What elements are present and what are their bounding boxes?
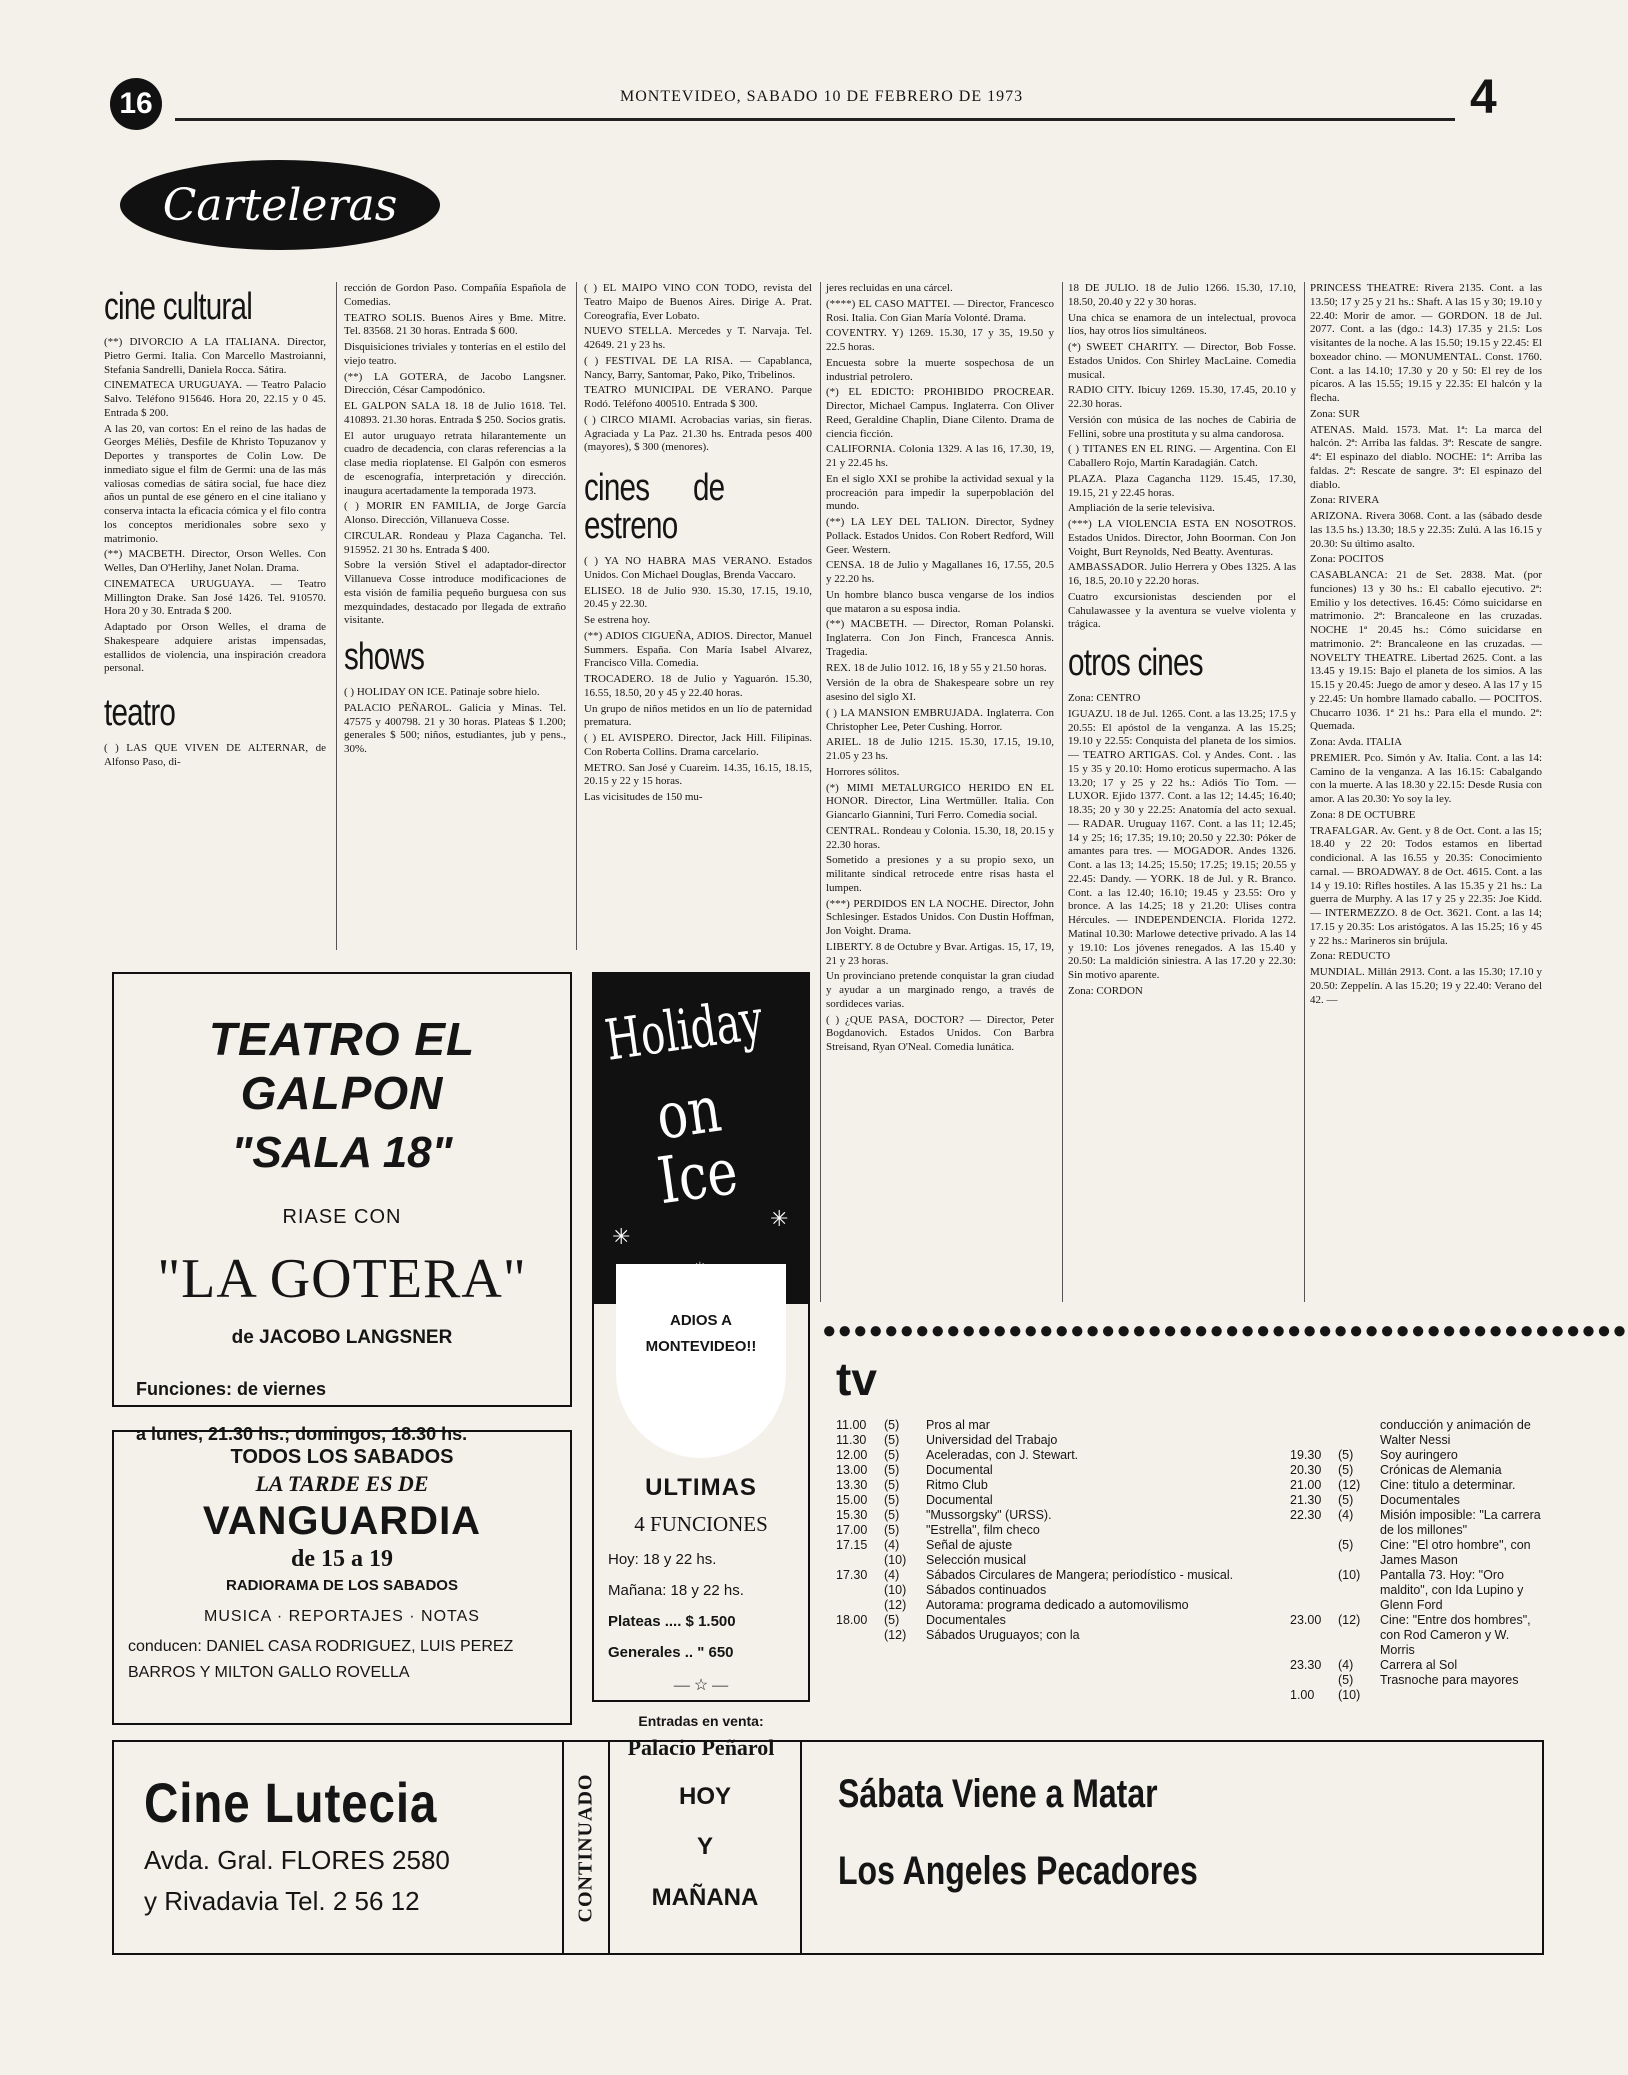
heading-tv: tv (836, 1353, 877, 1405)
tv-time: 23.00 (1290, 1613, 1322, 1627)
column-rule (820, 282, 821, 1302)
listing-paragraph: Las vicisitudes de 150 mu- (584, 791, 703, 803)
tv-program: Documental (926, 1493, 993, 1507)
tv-time (1290, 1568, 1338, 1613)
otros-cines-more-listings (1310, 282, 1542, 1007)
listing-paragraph: CENTRAL. Rondeau y Colonia. 15.30, 18, 20.15 y 22.30 horas. (826, 824, 1054, 851)
listing-paragraph: REX. 18 de Julio 1012. 16, 18 y 55 y 21.50 horas. (826, 661, 1047, 674)
ad-vang-content: MUSICA · REPORTAJES · NOTAS (204, 1608, 480, 1625)
tv-program-row (836, 1448, 1276, 1463)
column-estreno-cont (826, 282, 1054, 1302)
tv-channel: (5) (884, 1493, 900, 1507)
tv-time: 19.30 (1290, 1448, 1322, 1462)
tv-program-row (836, 1553, 1276, 1568)
tv-time: 11.30 (836, 1433, 867, 1447)
ad-lutecia-name: Cine Lutecia (144, 1771, 438, 1834)
tv-program: Documentales (926, 1613, 1006, 1627)
listing-paragraph: rección de Gordon Paso. Compañía Española de Comedias. (344, 282, 566, 308)
tv-program (1380, 1688, 1544, 1703)
tv-time: 18.00 (836, 1613, 868, 1627)
listing-paragraph: Disquisiciones triviales y tonterías en el estilo del viejo teatro. (344, 341, 566, 367)
listing-paragraph: EL GALPON SALA 18. 18 de Julio 1618. Tel. 410893. 21.30 horas. Entrada $ 250. Socios gratis. (344, 400, 566, 426)
listing-paragraph: (*) MIMI METALURGICO HERIDO EN EL HONOR. Director, Lina Wertmüller. Italia. Con Giancarlo Giannini, Turi Ferro. Comedia social. (826, 781, 1054, 821)
tv-program-row (1290, 1493, 1544, 1508)
tv-channel: (5) (884, 1433, 900, 1447)
tv-program-row (836, 1538, 1276, 1553)
tv-program: Pantalla 73. Hoy: "Oro maldito", con Ida Lupino y Glenn Ford (1380, 1568, 1524, 1612)
column-rule (1062, 282, 1063, 1302)
listing-paragraph: Un hombre blanco busca vengarse de los indios que mataron a su esposa india. (826, 588, 1054, 615)
listing-paragraph: AMBASSADOR. Julio Herrera y Obes 1325. A las 16, 18.5, 20.10 y 22.20 horas. (1068, 561, 1296, 587)
listing-paragraph: A las 20, van cortos: En el reino de las hadas de Georges Méliès, Desfile de Khristo Topuzanov y Deportes y transportes de Colin Low. De inmediato sigue el film de Germi: una de las más valiosas comedias de sátira social, fue hace diez años un puntal de ese género en el cine italiano y conserva intacta la eficacia cómica y el filo contra los conceptos meridionales sobre sexo y matrimonio. (104, 422, 326, 545)
ad-lutecia-continuado (562, 1742, 610, 1953)
listing-paragraph: LIBERTY. 8 de Octubre y Bvar. Artigas. 15, 17, 19, 21 y 23 horas. (826, 940, 1054, 967)
listing-paragraph: Zona: Avda. ITALIA (1310, 736, 1403, 748)
listing-paragraph: Zona: CORDON (1068, 984, 1143, 997)
tv-program-row (1290, 1568, 1544, 1613)
listing-paragraph: ( ) EL AVISPERO. Director, Jack Hill. Filipinas. Con Roberta Collins. Drama carcelario. (584, 732, 812, 758)
continuado-label: CONTINUADO (574, 1773, 597, 1922)
tv-program-row (836, 1493, 1276, 1508)
ad-teatro-el-galpon (112, 972, 572, 1444)
tv-channel (1338, 1418, 1380, 1448)
tv-channel: (5) (1338, 1673, 1354, 1687)
tv-dot-rule: ●●●●●●●●●●●●●●●●●●●●●●●●●●●●●●●●●●●●●●●●●●●●●●●●●●●● (822, 1318, 1628, 1344)
listing-paragraph: Sobre la versión Stivel el adaptador-director Villanueva Cosse introduce modificaciones de esta visión de familia pequeño burguesa con sus mezquindades, destacado por llegada de extraño visitante. (344, 559, 566, 627)
tv-time (836, 1628, 884, 1643)
tv-program: Señal de ajuste (926, 1538, 1013, 1552)
tv-program: Ritmo Club (926, 1478, 988, 1492)
tv-program-row (836, 1478, 1276, 1493)
heading-cines-de-estreno: cines de estreno (584, 467, 725, 547)
ad-vang-hosts: conducen: DANIEL CASA RODRIGUEZ, LUIS PEREZ BARROS Y MILTON GALLO ROVELLA (128, 1638, 514, 1681)
ad-cine-lutecia (112, 1740, 1544, 1955)
listing-paragraph: MUNDIAL. Millán 2913. Cont. a las 15.30; 17.10 y 20.50: Zeppelín. A las 15.20; 19 y 22.40: Verano del 42. — (1310, 966, 1542, 1006)
section-logo: Carteleras (120, 160, 440, 250)
tv-program-row (836, 1583, 1276, 1598)
listing-paragraph: Sometido a presiones y a su propio sexo, un militante sindical retrocede entre risas hasta el lumpen. (826, 854, 1054, 894)
column-teatro (344, 282, 566, 947)
ad-holiday-on-ice (592, 972, 810, 1760)
tv-program: Documental (926, 1463, 993, 1477)
tv-program-row (1290, 1448, 1544, 1463)
estreno-listings (584, 555, 812, 805)
ad-holiday-title-1: Holiday (601, 987, 767, 1074)
tv-time: 23.30 (1290, 1658, 1322, 1672)
tv-program: Carrera al Sol (1380, 1658, 1458, 1672)
tv-channel: (4) (884, 1538, 900, 1552)
listing-paragraph: (**) MACBETH. Director, Orson Welles. Con Welles, Dan O'Herlihy, Janet Nolan. Drama. (104, 548, 326, 574)
heading-cine-cultural: cine cultural (104, 286, 253, 328)
tv-program: Universidad del Trabajo (926, 1433, 1058, 1447)
tv-time: 22.30 (1290, 1508, 1322, 1522)
generales-price: .. " 650 (684, 1644, 734, 1661)
ad-holiday-ultimas: ULTIMAS (645, 1474, 757, 1501)
sparkle-icon: ✳ (612, 1224, 631, 1249)
ad-vang-hours: de 15 a 19 (291, 1546, 393, 1572)
ad-holiday-farewell-1: ADIOS A (670, 1312, 732, 1329)
listing-paragraph: TRAFALGAR. Av. Gent. y 8 de Oct. Cont. a las 15; 18.40 y 22 20: Todos estamos en libertad condicional. A las 16.55 y 20.35: Conocimiento carnal. — BROADWAY. 8 de Oct. 4615. Cont. a las 14 y 19.10: Rifles hostiles. A las 15.35 y 21 hs.: La guerra de Murphy. A las 17 y 25 y 22.35: Joe Kidd. — INTERMEZZO. 8 de Oct. 3621. Cont. a las 14; 17.15 y 20.35: Los aristógatos. A las 15.25; 16 y 45 y 22 hs.: Marineros sin brújula. (1310, 824, 1542, 947)
tv-program-row (836, 1433, 1276, 1448)
tv-time: 1.00 (1290, 1688, 1315, 1702)
ad-lutecia-when (610, 1742, 802, 1953)
tv-channel: (5) (884, 1448, 900, 1462)
listing-paragraph: IGUAZU. 18 de Jul. 1265. Cont. a las 13.25; 17.5 y 20.55: El apóstol de la venganza. A las 15.25; 19.10 y 22.55: Conquista del planeta de los simios. — TEATRO ARTIGAS. Col. y Andes. Cont. . las 15 y 35 y 20.10: Homo eroticus supermacho. A las 13.20; 17 y 25 y 22 hs.: Adiós Tío Tom. — LUXOR. Ejido 1377. Cont. a las 12; 14.45; 16.40; 18.35; 20 y 30 y 22.25: Anatomía del acto sexual. — RADAR. Uruguay 1167. Cont. a las 11; 12.45; 14 y 25; 16; 17.35; 19.10; 20.50 y 22.30: Póker de amantes para tres. — MOGADOR. Andes 1326. Cont. a las 13; 14.25; 15.50; 17.25; 19.15; 20.55 y 22.45: Dandy. — YORK. 18 de Jul. y R. Branco. Cont. a las 12.40; 16.10; 19.45 y 23.55: Oro y bronce. A las 14.25; 18 y 21.20: Ulises contra Hércules. — INDEPENDENCIA. Florida 1272. Matinal 10.30: Marlowe detective privado. A las 14 y 19.10: Los jóvenes renegados. A las 15.40 y 20.50: La maldición siniestra. A las 17.20 y 22.30: Sin motivo aparente. (1068, 707, 1296, 981)
tv-program-row (836, 1628, 1276, 1643)
tv-program-row (836, 1463, 1276, 1478)
tv-channel: (5) (1338, 1448, 1354, 1462)
tv-time (1290, 1673, 1338, 1688)
tv-channel: (5) (1338, 1493, 1354, 1507)
listing-paragraph: (**) LA LEY DEL TALION. Director, Sydney Pollack. Estados Unidos. Con Robert Redford, Will Geer. Western. (826, 516, 1054, 556)
tv-program: Sábados continuados (926, 1583, 1047, 1597)
tv-channel: (5) (1338, 1538, 1354, 1552)
tv-channel: (12) (884, 1628, 907, 1642)
listing-paragraph: (*) SWEET CHARITY. — Director, Bob Fosse. Estados Unidos. Con Shirley MacLaine. Comedia musical. (1068, 341, 1296, 381)
tv-program: Trasnoche para mayores (1380, 1673, 1519, 1687)
ad-holiday-venue: Palacio Peñarol (627, 1735, 775, 1760)
column-shows-estreno (584, 282, 812, 962)
tv-channel: (5) (1338, 1463, 1354, 1477)
ad-lutecia-address-2: y Rivadavia Tel. 2 56 12 (144, 1886, 420, 1916)
ad-lutecia-films (802, 1742, 1542, 1953)
y-label: Y (696, 1833, 713, 1861)
listing-paragraph: Versión con música de las noches de Cabiria de Fellini, sobre una prostituta y su alma candorosa. (1068, 413, 1296, 440)
tv-channel: (5) (884, 1478, 900, 1492)
tv-program-row (1290, 1463, 1544, 1478)
listing-paragraph: CINEMATECA URUGUAYA. — Teatro Millington Drake. San José 1426. Tel. 910570. Hora 20 y 30. Entrada $ 200. (104, 577, 326, 618)
tv-time: 20.30 (1290, 1463, 1322, 1477)
listing-paragraph: Cuatro excursionistas descienden por el Cahulawassee y la aventura se vuelve violenta y trágica. (1068, 590, 1296, 631)
listing-paragraph: CENSA. 18 de Julio y Magallanes 16, 17.55, 20.5 y 22.20 hs. (826, 559, 1054, 585)
tv-time: 13.00 (836, 1463, 868, 1477)
listing-paragraph: El autor uruguayo retrata hilarantemente un cuadro de decadencia, con claras referencias a la clase media rioplatense. El Galpón con esmeros de escenografía, interpretación y dirección. inaugura acertadamente la temporada 1973. (344, 429, 566, 497)
cine-cultural-listings (104, 336, 326, 676)
ad-galpon-author: de JACOBO LANGSNER (231, 1327, 453, 1348)
tv-program: Autorama: programa dedicado a automovilismo (926, 1598, 1189, 1612)
tv-channel: (4) (884, 1568, 900, 1582)
listing-paragraph: ( ) YA NO HABRA MAS VERANO. Estados Unidos. Con Michael Douglas, Brenda Vaccaro. (584, 555, 812, 581)
listing-paragraph: (****) EL CASO MATTEI. — Director, Francesco Rosi. Italia. Con Gian María Volonté. Drama. (826, 297, 1054, 324)
ad-holiday-tickets: Entradas en venta: (638, 1713, 764, 1729)
listing-paragraph: ( ) FESTIVAL DE LA RISA. — Capablanca, Nancy, Barry, Santomar, Pako, Piko, Tribelinos. (584, 354, 812, 381)
ad-holiday-funciones: 4 FUNCIONES (634, 1512, 768, 1536)
tv-time: 17.15 (836, 1538, 868, 1552)
listing-paragraph: CASABLANCA: 21 de Set. 2838. Mat. (por funciones) 13 y 30 hs.: El caballo ejecutivo. 2ª: Emilio y los detectives. 16.45: Cómo suicidarse en matrimonio. 2ª: Brancaleone en las cruzadas. NOCHE 1ª 20.45 hs.: Cómo suicidarse en matrimonio. 2ª: Brancaleone en las cruzadas. — NOVELTY THEATRE. Libertad 2625. Cont. a las 13.45 y 19.15: Bajo el planeta de los simios. A las 15.15 y 20.45: Juego de amor y deseo. A las 17 y 15 y 22.45: Un hombre llamado caballo. — POCITOS. Chucarro 1036. 1ª 21 hs.: Para ella el mundo. 2ª: Quemada. (1310, 569, 1542, 733)
tv-program-row (1290, 1673, 1544, 1688)
tv-program: "Mussorgsky" (URSS). (926, 1508, 1052, 1522)
tv-time: 13.30 (836, 1478, 868, 1492)
ad-galpon-tagline: RIASE CON (282, 1206, 402, 1228)
plateas-price: .... $ 1.500 (664, 1613, 736, 1630)
tv-program: Pros al mar (926, 1418, 990, 1432)
ad-holiday-title-2: on Ice (652, 1072, 743, 1220)
listing-paragraph: ATENAS. Mald. 1573. Mat. 1ª: La marca del halcón. 2ª: Arriba las faldas. 3ª: Rescate de sangre. 4ª: El espinazo del diablo. NOCHE: 1ª: Arriba las faldas. 2ª: Rescate de sangre. 3ª: El espinazo del diablo. (1310, 423, 1542, 491)
listing-paragraph: TEATRO MUNICIPAL DE VERANO. Parque Rodó. Teléfono 400510. Entrada $ 300. (584, 384, 812, 410)
tv-channel: (12) (1338, 1613, 1361, 1627)
tv-program: Crónicas de Alemania (1380, 1463, 1502, 1477)
estreno-final-listings (1068, 282, 1296, 632)
tv-channel: (4) (1338, 1658, 1354, 1672)
listing-paragraph: (***) PERDIDOS EN LA NOCHE. Director, John Schlesinger. Estados Unidos. Con Dustin Hoffman, Jon Voight. Drama. (826, 897, 1054, 937)
tv-channel: (10) (1338, 1568, 1361, 1582)
listing-paragraph: METRO. San José y Cuareim. 14.35, 16.15, 18.15, 20.15 y 22 y 15 horas. (584, 761, 812, 788)
listing-paragraph: Zona: CENTRO (1068, 692, 1141, 704)
tv-program: Cine: "El otro hombre", con James Mason (1380, 1538, 1531, 1567)
listing-paragraph: Zona: POCITOS (1310, 553, 1385, 566)
listing-paragraph: ( ) MORIR EN FAMILIA, de Jorge García Alonso. Dirección, Villanueva Cosse. (344, 500, 566, 526)
ad-holiday-tomorrow: Mañana: 18 y 22 hs. (608, 1582, 744, 1599)
generales-label: Generales (608, 1644, 681, 1661)
tv-program: Sábados Circulares de Mangera; periodístico - musical. (926, 1568, 1234, 1582)
listing-paragraph: ( ) EL MAIPO VINO CON TODO, revista del Teatro Maipo de Buenos Aires. Dirige A. Prat. Coreografía, Ever Lobato. (584, 282, 812, 322)
header-rule (175, 118, 1455, 121)
listing-paragraph: ( ) CIRCO MIAMI. Acrobacias varias, sin fieras. Agraciada y La Paz. 21.30 hs. Entrada pesos 400 (mayores), $ 300 (menores). (584, 413, 812, 454)
listing-paragraph: Se estrena hoy. (584, 614, 651, 626)
listing-paragraph: CALIFORNIA. Colonia 1329. A las 16, 17.30, 19, 21 y 22.45 hs. (826, 443, 1054, 469)
listing-paragraph: RADIO CITY. Ibicuy 1269. 15.30, 17.45, 20.10 y 22.30 horas. (1068, 384, 1296, 410)
shows-listings (344, 686, 566, 757)
ad-vang-program: RADIORAMA DE LOS SABADOS (226, 1577, 458, 1594)
listing-paragraph: PALACIO PEÑAROL. Galicia y Minas. Tel. 47575 y 400798. 21 y 30 horas. Plateas $ 1.200; generales $ 500; niños, estudiantes, jub y pens., 30%. (344, 701, 566, 755)
tv-channel: (12) (1338, 1478, 1361, 1492)
heading-teatro: teatro (104, 692, 176, 734)
tv-channel: (5) (884, 1508, 900, 1522)
plateas-label: Plateas (608, 1613, 661, 1630)
tv-schedule-right (1290, 1418, 1544, 1718)
tv-program-row (836, 1508, 1276, 1523)
manana-label: MAÑANA (651, 1883, 759, 1911)
teatro-first-listing: ( ) LAS QUE VIVEN DE ALTERNAR, de Alfonso Paso, di- (104, 742, 326, 768)
listing-paragraph: Zona: REDUCTO (1310, 950, 1391, 963)
tv-program: conducción y animación de Walter Nessi (1380, 1418, 1531, 1447)
listing-paragraph: Horrores sólitos. (826, 765, 900, 778)
tv-channel: (10) (884, 1583, 907, 1597)
listing-paragraph: Una chica se enamora de un intelectual, provoca líos, hay otros líos simultáneos. (1068, 311, 1296, 338)
heading-otros-cines: otros cines (1068, 642, 1203, 684)
tv-program-row (836, 1613, 1276, 1628)
ad-holiday-farewell (616, 1264, 786, 1458)
ad-holiday-separator: — ☆ — (673, 1677, 729, 1694)
listing-paragraph: NUEVO STELLA. Mercedes y T. Narvaja. Tel. 42649. 21 y 23 hs. (584, 325, 812, 351)
listing-paragraph: ARIZONA. Rivera 3068. Cont. a las (sábado desde las 13.5 hs.) 13.30; 18.5 y 22.35: Zulú. A las 16.15 y 20.30: Su último asalto. (1310, 510, 1542, 550)
ad-lutecia-info (114, 1742, 562, 1953)
tv-channel: (10) (884, 1553, 907, 1567)
tv-time: 15.00 (836, 1493, 868, 1507)
tv-time: 17.30 (836, 1568, 868, 1582)
shows-more-listings (584, 282, 812, 455)
listing-paragraph: Adaptado por Orson Welles, el drama de Shakespeare adquiere aristas impensadas, estallidos de violencia, una inspiración creadora personal. (104, 621, 326, 675)
ad-vang-line-1: TODOS LOS SABADOS (230, 1446, 454, 1468)
heading-shows: shows (344, 636, 425, 678)
sparkle-icon: ✳ (770, 1206, 789, 1231)
film-title-2: Los Angeles Pecadores (838, 1849, 1198, 1893)
tv-time: 21.00 (1290, 1478, 1322, 1492)
tv-time (1290, 1418, 1338, 1448)
listing-paragraph: Zona: SUR (1310, 407, 1360, 420)
listing-paragraph: ( ) TITANES EN EL RING. — Argentina. Con El Caballero Rojo, Martín Karadagián. Catch. (1068, 443, 1296, 469)
listing-paragraph: TEATRO SOLIS. Buenos Aires y Bme. Mitre. Tel. 83568. 21 30 horas. Entrada $ 600. (344, 311, 566, 338)
estreno-more-listings (826, 282, 1054, 1055)
listing-paragraph: Versión de la obra de Shakespeare sobre un rey asesino del siglo XI. (826, 677, 1054, 703)
listing-paragraph: Ampliación de la serie televisiva. (1068, 502, 1215, 515)
tv-program: "Estrella", film checo (926, 1523, 1040, 1537)
column-rule (336, 282, 337, 950)
tv-program-row (836, 1598, 1276, 1613)
listing-paragraph: Zona: RIVERA (1310, 494, 1380, 507)
tv-channel: (4) (1338, 1508, 1354, 1522)
tv-program-row (1290, 1418, 1544, 1448)
tv-time: 21.30 (1290, 1493, 1322, 1507)
tv-schedule-left (836, 1418, 1276, 1718)
tv-time (1290, 1538, 1338, 1568)
ad-holiday-banner (594, 974, 808, 1304)
ad-vang-name: VANGUARDIA (202, 1499, 482, 1543)
page-mark: 4 (1470, 71, 1497, 124)
otros-cines-listings (1068, 692, 1296, 999)
tv-channel: (5) (884, 1463, 900, 1477)
listing-paragraph: (***) LA VIOLENCIA ESTA EN NOSOTROS. Estados Unidos. Director, John Boorman. Con Jon Voight, Burt Reynolds, Ned Beatty. Aventuras. (1068, 518, 1296, 558)
tv-program: Aceleradas, con J. Stewart. (926, 1448, 1079, 1462)
tv-program: Soy auringero (1380, 1448, 1458, 1462)
tv-channel: (10) (1338, 1688, 1361, 1702)
ad-galpon-play: "LA GOTERA" (157, 1248, 527, 1310)
listing-paragraph: (*) EL EDICTO: PROHIBIDO PROCREAR. Director, Michael Campus. Inglaterra. Con Oliver Reed, Geraldine Chaplin, Diane Cilento. Drama de ciencia ficción. (826, 386, 1054, 440)
ad-vang-line-2: LA TARDE ES DE (255, 1471, 429, 1496)
ad-holiday-plateas (594, 1613, 808, 1630)
tv-time: 11.00 (836, 1418, 867, 1432)
tv-program: Cine: "Entre dos hombres", con Rod Cameron y W. Morris (1380, 1613, 1531, 1657)
hoy-label: HOY (678, 1783, 731, 1810)
listing-paragraph: (**) LA GOTERA, de Jacobo Langsner. Dirección, César Campodónico. (344, 370, 566, 397)
listing-paragraph: ARIEL. 18 de Julio 1215. 15.30, 17.15, 19.10, 21.05 y 23 hs. (826, 736, 1054, 762)
dateline: MONTEVIDEO, SABADO 10 DE FEBRERO DE 1973 (620, 88, 1024, 105)
tv-time: 15.30 (836, 1508, 868, 1522)
tv-program: Documentales (1380, 1493, 1460, 1507)
column-cine-cultural (104, 282, 326, 947)
listing-paragraph: CIRCULAR. Rondeau y Plaza Cagancha. Tel. 915952. 21 30 hs. Entrada $ 400. (344, 529, 566, 556)
tv-program: Misión imposible: "La carrera de los millones" (1380, 1508, 1541, 1537)
listing-paragraph: ( ) LA MANSION EMBRUJADA. Inglaterra. Con Christopher Lee, Peter Cushing. Horror. (826, 706, 1054, 733)
listing-paragraph: Un provinciano pretende conquistar la gran ciudad y ayudar a un marginado rengo, a través de sordideces varias. (826, 970, 1054, 1010)
ad-galpon-schedule-2: a lunes, 21.30 hs.; domingos, 18.30 hs. (136, 1424, 468, 1444)
film-title-1: Sábata Viene a Matar (838, 1772, 1158, 1816)
tv-program: Cine: titulo a determinar. (1380, 1478, 1516, 1492)
tv-time (836, 1553, 884, 1568)
page-number: 16 (110, 78, 162, 130)
tv-program-row (1290, 1688, 1544, 1703)
ad-holiday-today: Hoy: 18 y 22 hs. (608, 1551, 717, 1568)
listing-paragraph: ( ) ¿QUE PASA, DOCTOR? — Director, Peter Bogdanovich. Estados Unidos. Con Barbra Streisand, Ryan O'Neal. Comedia lunática. (826, 1013, 1054, 1053)
listing-paragraph: (**) MACBETH. — Director, Roman Polanski. Inglaterra. Con Jon Finch, Francesca Annis. Tragedia. (826, 618, 1054, 658)
tv-channel: (5) (884, 1418, 900, 1432)
listing-paragraph: Un grupo de niños metidos en un lío de paternidad prematura. (584, 702, 812, 729)
tv-channel: (5) (884, 1523, 900, 1537)
tv-channel: (5) (884, 1613, 900, 1627)
listing-paragraph: PREMIER. Pco. Simón y Av. Italia. Cont. a las 14: Camino de la venganza. A las 16.15: Cabalgando con la muerte. A las 18.30 y 22.15: Desde Rusia con amor. A las 20.30: Yo soy la ley. (1310, 751, 1542, 805)
ad-galpon-schedule-1: Funciones: de viernes (136, 1379, 327, 1399)
listing-paragraph: jeres recluidas en una cárcel. (826, 282, 953, 294)
tv-program-row (836, 1418, 1276, 1433)
listing-paragraph: 18 DE JULIO. 18 de Julio 1266. 15.30, 17.10, 18.50, 20.40 y 22 y 30 horas. (1068, 282, 1296, 308)
listing-paragraph: En el siglo XXI se prohibe la actividad sexual y la procreación para impedir la superpoblación del mundo. (826, 472, 1054, 513)
ad-lutecia-address-1: Avda. Gral. FLORES 2580 (144, 1845, 450, 1875)
ad-vanguardia (112, 1430, 572, 1725)
listing-paragraph: CINEMATECA URUGUAYA. — Teatro Palacio Salvo. Teléfono 915646. Hora 20, 22.15 y 0 45. Entrada $ 200. (104, 379, 326, 419)
ad-holiday-farewell-2: MONTEVIDEO!! (645, 1337, 757, 1355)
ad-galpon-title: TEATRO EL GALPON (208, 1013, 476, 1119)
listing-paragraph: ELISEO. 18 de Julio 930. 15.30, 17.15, 19.10, 20.45 y 22.30. (584, 584, 812, 611)
listing-paragraph: COVENTRY. Y) 1269. 15.30, 17 y 35, 19.50 y 22.5 horas. (826, 327, 1054, 353)
tv-program: Selección musical (926, 1553, 1027, 1567)
tv-time (836, 1598, 884, 1613)
listing-paragraph: Zona: 8 DE OCTUBRE (1310, 808, 1416, 821)
column-otros-cines (1068, 282, 1296, 1302)
tv-program-row (1290, 1613, 1544, 1658)
tv-time: 17.00 (836, 1523, 868, 1537)
listing-paragraph: (**) ADIOS CIGUEÑA, ADIOS. Director, Manuel Summers. España. Con María Isabel Alvarez, Francisco Villa. Comedia. (584, 629, 812, 670)
tv-program-row (836, 1523, 1276, 1538)
tv-program-row (836, 1568, 1276, 1583)
listing-paragraph: PLAZA. Plaza Cagancha 1129. 15.45, 17.30, 19.15, 21 y 22.45 horas. (1068, 472, 1296, 499)
tv-program-row (1290, 1658, 1544, 1673)
teatro-listings (344, 282, 566, 628)
ad-galpon-sala: "SALA 18" (231, 1128, 453, 1177)
column-otros-cines-cont (1310, 282, 1542, 1302)
tv-channel: (12) (884, 1598, 907, 1612)
listing-paragraph: TROCADERO. 18 de Julio y Yaguarón. 15.30, 16.55, 18.50, 20 y 45 y 22.40 horas. (584, 673, 812, 699)
column-rule (576, 282, 577, 950)
tv-program-row (1290, 1508, 1544, 1538)
tv-time (836, 1583, 884, 1598)
column-rule (1304, 282, 1305, 1302)
tv-time: 12.00 (836, 1448, 868, 1462)
listing-paragraph: (**) DIVORCIO A LA ITALIANA. Director, Pietro Germi. Italia. Con Marcello Mastroianni, Stefania Sandrelli, Daniela Rocca. Sátira. (104, 336, 326, 376)
listing-paragraph: PRINCESS THEATRE: Rivera 2135. Cont. a las 13.50; 17 y 25 y 21 hs.: Shaft. A las 15 y 30; 19.10 y 22.40: Morir de amor. — GORDON. 18 de Jul. 2077. Cont. a las (dgo.: 14.3) 17.35 y 21.5: Los visitantes de la noche. A las 15.50; 19.15 y 22.45: El boxeador chino. — MONUMENTAL. Const. 1760. Cont. a las 14.10; 17.30 y 20 y 50: El rey de los pícaros. A las 15.55; 19.15 y 22.35: El halcón y la flecha. (1310, 282, 1542, 404)
ad-holiday-generales (594, 1644, 808, 1661)
tv-program-row (1290, 1538, 1544, 1568)
listing-paragraph: Encuesta sobre la muerte sospechosa de un industrial petrolero. (826, 356, 1054, 383)
tv-program-row (1290, 1478, 1544, 1493)
tv-program: Sábados Uruguayos; con la (926, 1628, 1080, 1642)
listing-paragraph: ( ) HOLIDAY ON ICE. Patinaje sobre hielo. (344, 686, 540, 698)
